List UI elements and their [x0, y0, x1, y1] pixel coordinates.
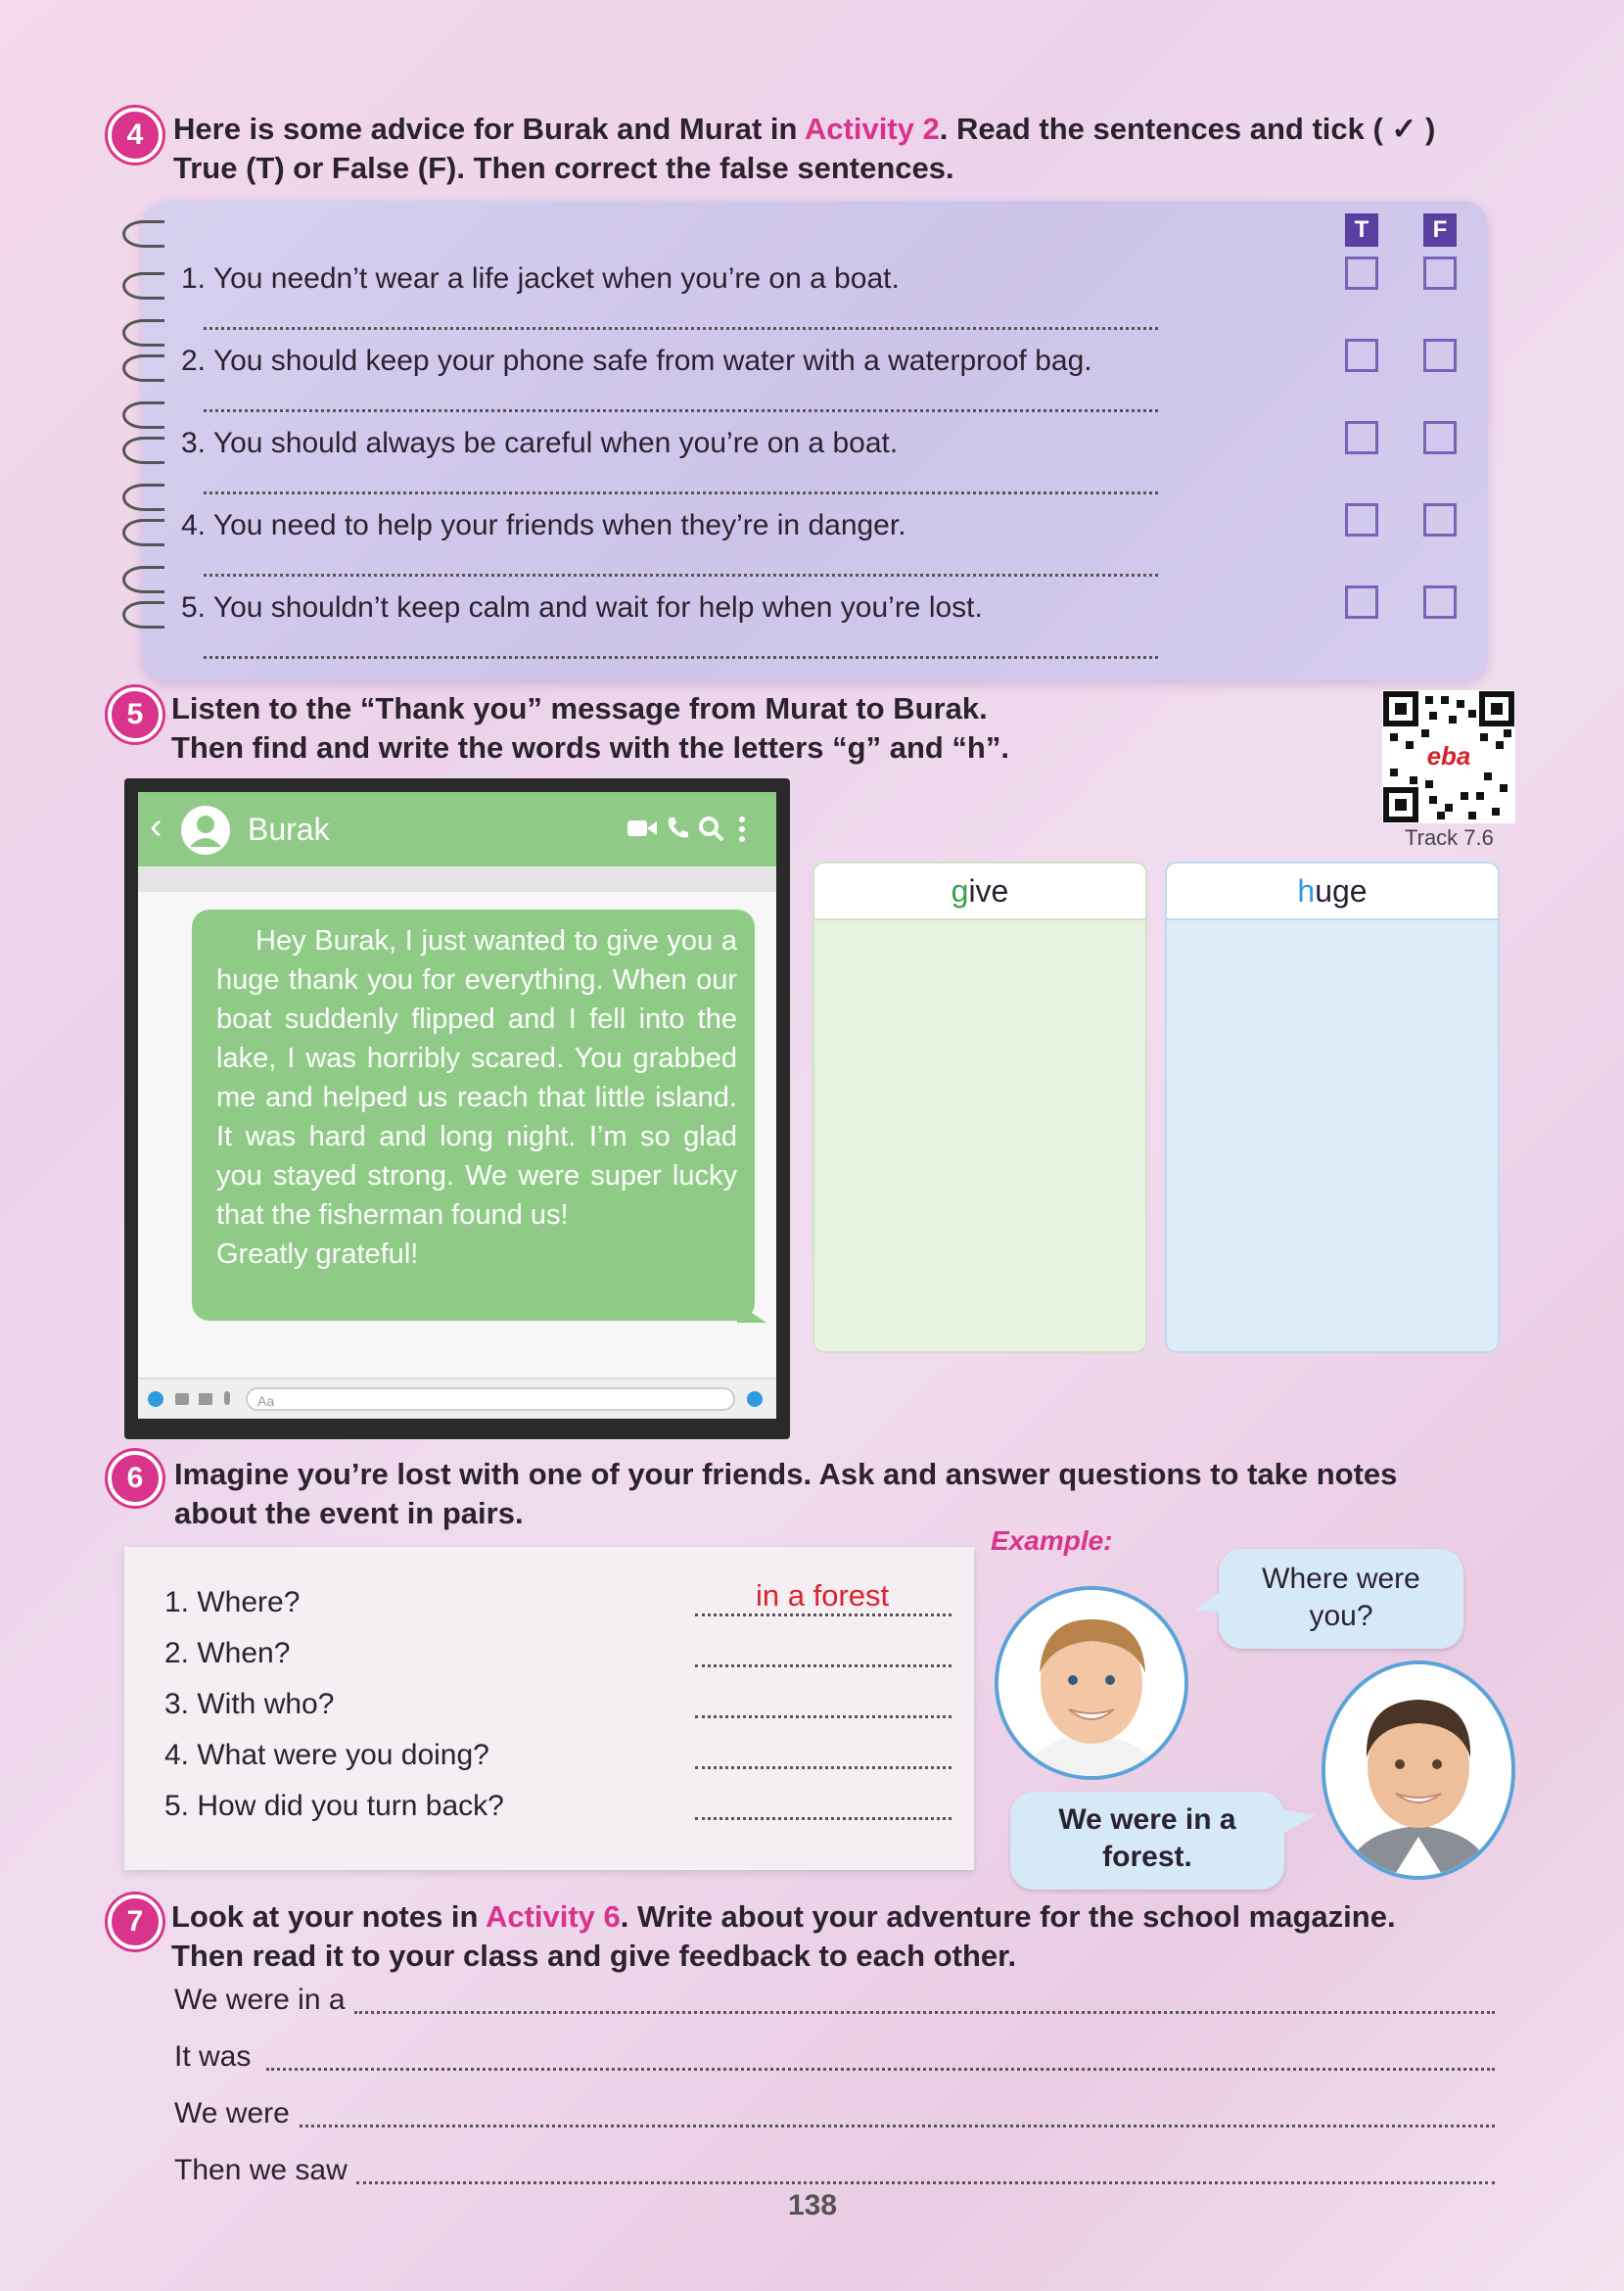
writing-prompt-4: Then we saw	[174, 2154, 348, 2186]
answer-line-5[interactable]	[204, 656, 1158, 659]
add-icon[interactable]	[148, 1391, 163, 1407]
page-number: 138	[787, 2189, 838, 2221]
speech-tail-icon	[1194, 1588, 1226, 1615]
back-arrow-icon[interactable]: ‹	[150, 806, 162, 847]
writing-line-2[interactable]	[266, 2068, 1495, 2071]
speech-text: you?	[1309, 1600, 1373, 1632]
boy-1-avatar	[995, 1586, 1188, 1780]
sentence-2: 2. You should keep your phone safe from water with a waterproof bag.	[181, 345, 1092, 377]
answer-line-4[interactable]	[204, 574, 1158, 577]
true-column-header: T	[1345, 213, 1378, 247]
false-checkbox-4[interactable]	[1423, 503, 1457, 537]
writing-line-1[interactable]	[354, 2011, 1495, 2014]
false-checkbox-1[interactable]	[1423, 257, 1457, 290]
camera-icon[interactable]	[175, 1393, 189, 1405]
h-card-header	[1167, 864, 1498, 920]
instr-text: Imagine you’re lost with one of your friends. Ask and answer questions to take notes	[174, 1457, 1398, 1491]
more-menu-icon[interactable]	[737, 816, 747, 843]
phone-call-icon[interactable]	[665, 816, 690, 841]
instr-text: Look at your notes in	[171, 1899, 486, 1934]
activity-6-link[interactable]: Activity 6	[485, 1899, 621, 1934]
activity-6-instruction	[174, 1455, 1447, 1533]
answer-line-1[interactable]	[204, 327, 1158, 330]
true-checkbox-3[interactable]	[1345, 421, 1378, 454]
phone-screen	[138, 792, 776, 1419]
answer-line-turn-back[interactable]	[695, 1817, 951, 1820]
spiral-ring	[122, 272, 164, 300]
spiral-ring	[122, 566, 164, 593]
spiral-ring	[122, 354, 164, 382]
h-word-rest: uge	[1315, 873, 1368, 909]
answer-line-with-who[interactable]	[695, 1715, 951, 1718]
chat-subbar	[138, 866, 776, 892]
speech-question	[1219, 1549, 1463, 1649]
message-input[interactable]: Aa	[246, 1387, 735, 1411]
spiral-ring	[122, 601, 164, 629]
activity-2-link[interactable]: Activity 2	[804, 112, 940, 146]
question-2: 2. When?	[164, 1637, 291, 1669]
answer-line-where[interactable]	[695, 1613, 951, 1616]
g-word-rest: ive	[968, 873, 1009, 909]
search-icon[interactable]	[698, 816, 725, 843]
contact-name: Burak	[248, 812, 330, 847]
contact-avatar-icon	[179, 804, 232, 857]
true-checkbox-4[interactable]	[1345, 503, 1378, 537]
speech-text: Where were	[1262, 1563, 1420, 1595]
instr-text: Listen to the “Thank you” message from Murat to Burak.	[171, 691, 988, 725]
bubble-tail-icon	[737, 1303, 766, 1325]
instr-text: True (T) or False (F). Then correct the false sentences.	[173, 151, 954, 185]
instr-text: Then find and write the words with the letters “g” and “h”.	[171, 730, 1009, 765]
question-5: 5. How did you turn back?	[164, 1790, 504, 1822]
activity-5-instruction	[171, 689, 1346, 768]
example-answer: in a forest	[756, 1578, 890, 1613]
g-card-header	[814, 864, 1145, 920]
instr-text: Then read it to your class and give feedback to each other.	[171, 1939, 1017, 1973]
emoji-icon[interactable]	[747, 1391, 763, 1407]
question-4: 4. What were you doing?	[164, 1739, 489, 1771]
instr-text: . Write about your adventure for the school magazine.	[620, 1899, 1396, 1934]
spiral-ring	[122, 437, 164, 464]
activity-6-badge: 6	[108, 1451, 162, 1506]
answer-line-doing[interactable]	[695, 1766, 951, 1769]
true-checkbox-2[interactable]	[1345, 339, 1378, 372]
instr-text: about the event in pairs.	[174, 1496, 524, 1530]
chat-input-bar	[138, 1378, 776, 1419]
chat-header	[138, 792, 776, 866]
video-call-icon[interactable]	[627, 818, 657, 839]
answer-line-3[interactable]	[204, 491, 1158, 494]
speech-text: We were in a	[1058, 1803, 1236, 1836]
answer-line-2[interactable]	[204, 409, 1158, 412]
activity-4-instruction	[173, 110, 1465, 188]
instr-text: Here is some advice for Burak and Murat in	[173, 112, 805, 146]
sentence-1: 1. You needn’t wear a life jacket when you’re on a boat.	[181, 262, 900, 295]
instr-text: . Read the sentences and tick ( ✓ )	[939, 112, 1436, 146]
question-1: 1. Where?	[164, 1586, 301, 1618]
activity-5-badge: 5	[108, 687, 162, 742]
example-label: Example:	[991, 1525, 1113, 1556]
writing-prompt-3: We were	[174, 2097, 290, 2129]
false-checkbox-5[interactable]	[1423, 585, 1457, 619]
h-letter: h	[1297, 873, 1316, 909]
eba-logo: eba	[1419, 739, 1478, 772]
true-checkbox-5[interactable]	[1345, 585, 1378, 619]
gallery-icon[interactable]	[199, 1393, 212, 1405]
message-signoff: Greatly grateful!	[216, 1239, 419, 1270]
spiral-ring	[122, 319, 164, 347]
speech-answer	[1010, 1792, 1284, 1890]
boy-2-avatar	[1322, 1660, 1515, 1880]
message-body: Hey Burak, I just wanted to give you a huge thank you for everything. When our boat suddenly flipped and I fell into the lake, I was horribly scared. You grabbed me and helped us reach that little island. It was hard and long night. I’m so glad you stayed strong. We were super lucky that the fisherman found us!	[216, 925, 737, 1231]
spiral-ring	[122, 401, 164, 429]
spiral-ring	[122, 220, 164, 248]
false-checkbox-3[interactable]	[1423, 421, 1457, 454]
boy-2-portrait-icon	[1325, 1664, 1511, 1876]
writing-prompt-2: It was	[174, 2040, 252, 2073]
activity-4-badge: 4	[108, 108, 162, 163]
microphone-icon[interactable]	[224, 1391, 230, 1405]
message-text	[216, 921, 737, 1274]
activity-7-badge: 7	[108, 1894, 162, 1949]
sentence-3: 3. You should always be careful when you’re on a boat.	[181, 427, 899, 459]
writing-line-3[interactable]	[300, 2125, 1495, 2127]
writing-line-4[interactable]	[356, 2181, 1495, 2184]
sentence-5: 5. You shouldn’t keep calm and wait for help when you’re lost.	[181, 591, 983, 624]
question-3: 3. With who?	[164, 1688, 335, 1720]
speech-text: forest.	[1102, 1841, 1192, 1873]
sentence-4: 4. You need to help your friends when they’re in danger.	[181, 509, 906, 541]
false-column-header: F	[1423, 213, 1457, 247]
phone-mockup	[124, 778, 790, 1439]
h-word-card[interactable]	[1165, 862, 1500, 1353]
g-word-card[interactable]	[812, 862, 1147, 1353]
spiral-ring	[122, 519, 164, 546]
g-letter: g	[951, 873, 969, 909]
boy-1-portrait-icon	[998, 1590, 1184, 1776]
false-checkbox-2[interactable]	[1423, 339, 1457, 372]
activity-7-instruction	[171, 1897, 1463, 1976]
spiral-ring	[122, 484, 164, 511]
track-label: Track 7.6	[1405, 825, 1494, 850]
true-checkbox-1[interactable]	[1345, 257, 1378, 290]
qr-code[interactable]	[1382, 690, 1515, 823]
speech-tail-icon	[1280, 1809, 1316, 1837]
writing-prompt-1: We were in a	[174, 1984, 346, 2016]
answer-line-when[interactable]	[695, 1664, 951, 1667]
